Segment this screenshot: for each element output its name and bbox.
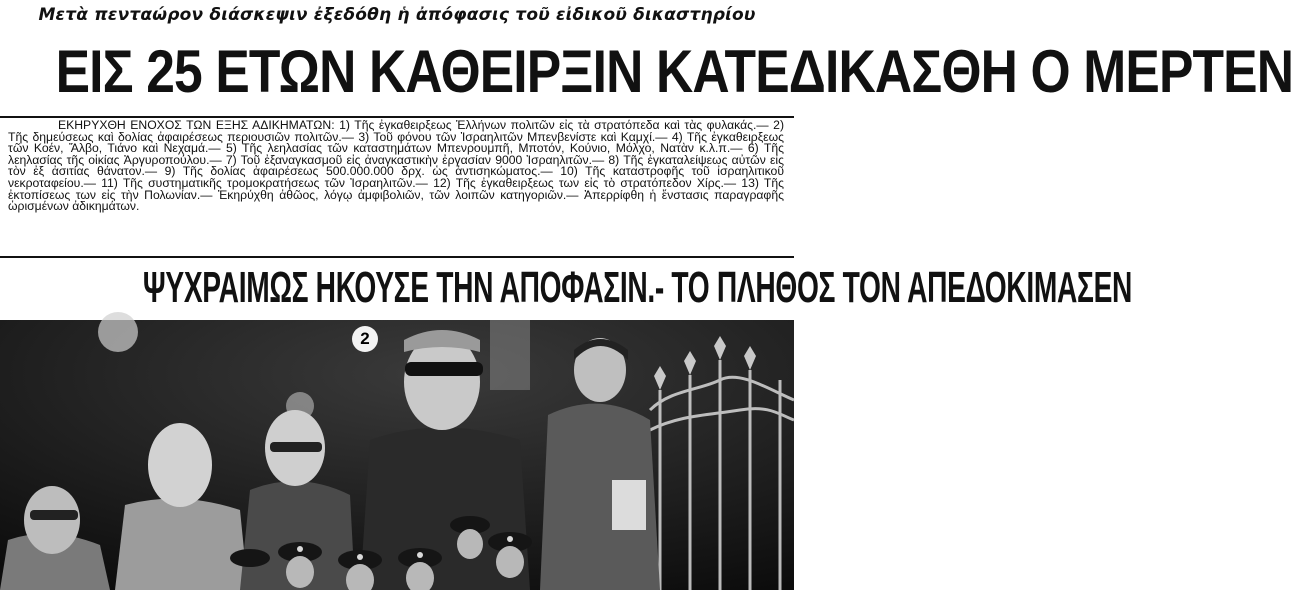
news-photo	[0, 320, 794, 590]
main-headline: ΕΙΣ 25 ΕΤΩΝ ΚΑΘΕΙΡΞΙΝ ΚΑΤΕΔΙΚΑΣΘΗ Ο ΜΕΡΤΕΝ	[55, 38, 1293, 105]
kicker-headline: Μετὰ πενταώρον διάσκεψιν ἐξεδόθη ἡ ἀπόφασις τοῦ εἰδικοῦ δικαστηρίου	[38, 5, 756, 25]
article-body: ΕΚΗΡΥΧΘΗ ΕΝΟΧΟΣ ΤΩΝ ΕΞΗΣ ΑΔΙΚΗΜΑΤΩΝ: 1) Τῆς ἐγκαθειρξεως Ἑλλήνων πολιτῶν εἰς τὰ στρατόπεδα καὶ τὰς φυλακάς.— 2) Τῆς δημεύσεως καὶ δολίας ἀφαιρέσεως περιουσιῶν πολιτῶν.— 3) Τοῦ φόνου τῶν Ἰσραηλιτῶν Μπενβενίστε καὶ Καμχί.— 4) Τῆς ἐγκαθειρξεως τῶν Κοέν, Ἄλβο, Τιάνο καὶ Νεχαμά.— 5) Τῆς λεηλασίας τῶν καταστημάτων Μπενρουμπῆ, Μποτόν, Κούνιο, Μόλχο, Νατὰν κ.λ.π.— 6) Τῆς λεηλασίας τῆς οἰκίας Ἀργυροπούλου.— 7) Τοῦ ἐξαναγκασμοῦ εἰς ἀναγκαστικὴν ἐργασίαν 9000 Ἰσραηλιτῶν.— 8) Τῆς ἐγκαταλείψεως αὐτῶν εἰς τὸν ἐξ ἀσιτίας θάνατον.— 9) Τῆς δολίας ἀφαιρέσεως 500.000.000 δρχ. ὡς ἀντισηκώματος.— 10) Τῆς καταστροφῆς τοῦ ἰσραηλιτικοῦ νεκροταφείου.— 11) Τῆς συστηματικῆς τρομοκρατήσεως τῶν Ἰσραηλιτῶν.— 12) Τῆς ἐγκαθειρξεως των εἰς τὸ στρατόπεδον Χίρς.— 13) Τῆς ἐκτοπίσεως των εἰς τὴν Πολωνίαν.— Ἐκηρύχθη ἀθῶος, λόγῳ ἀμφιβολιῶν, τῶν λοιπῶν κατηγοριῶν.— Ἀπερρίφθη ἡ ἔνστασις παραγραφῆς ὡρισμένων ἀδικημάτων.	[8, 118, 784, 214]
sub-headline: ΨΥΧΡΑΙΜΩΣ ΗΚΟΥΣΕ ΤΗΝ ΑΠΟΦΑΣΙΝ.- ΤΟ ΠΛΗΘΟΣ ΤΟΝ ΑΠΕΔΟΚΙΜΑΣΕΝ	[142, 263, 1133, 312]
photo-number-badge: 2	[352, 326, 378, 352]
